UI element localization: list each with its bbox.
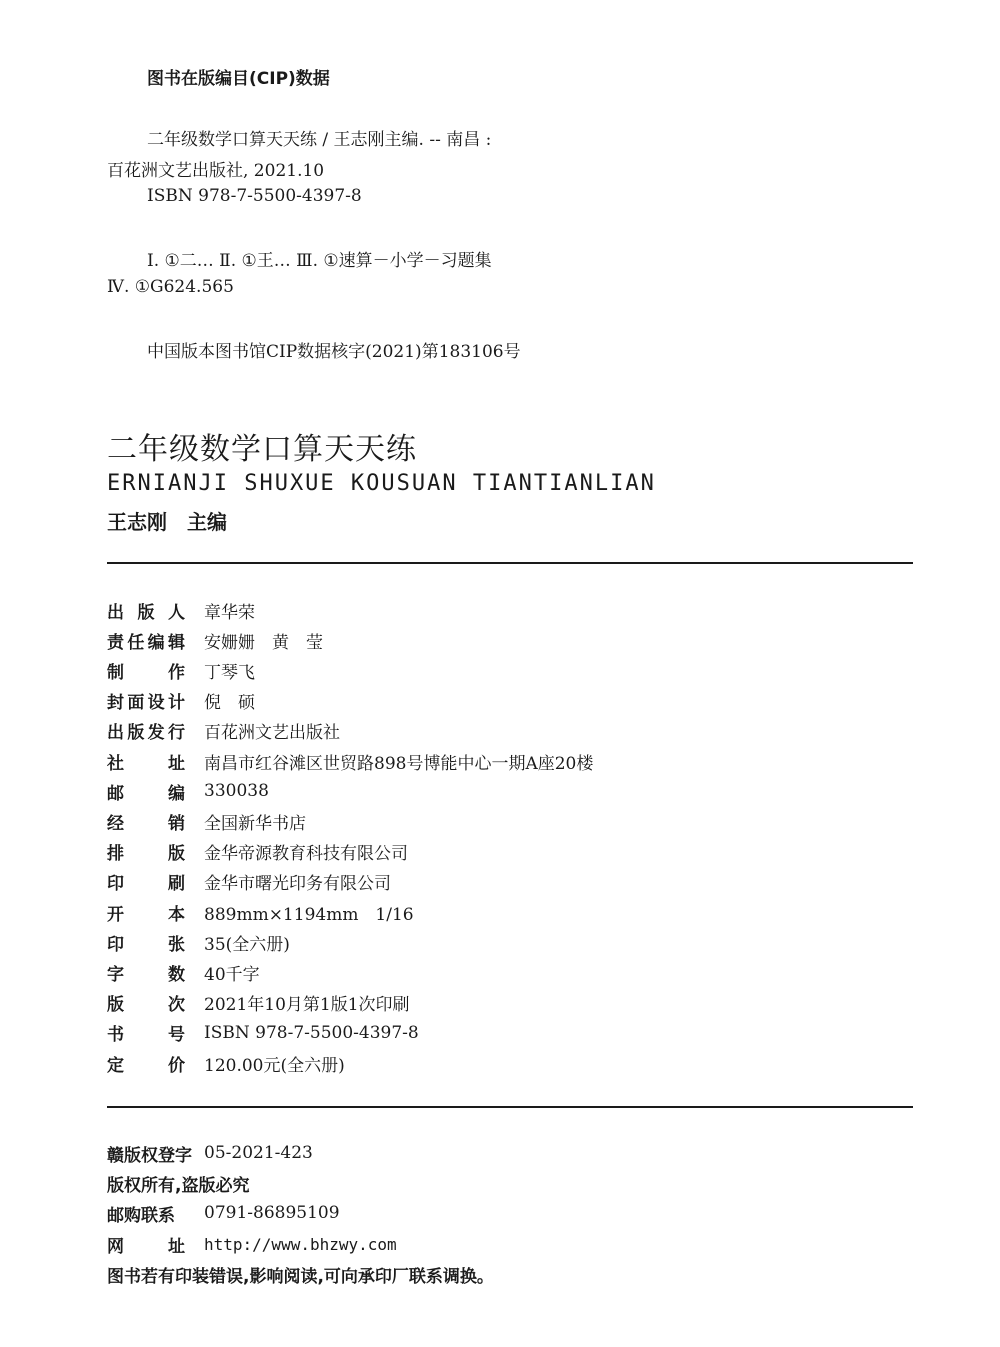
info-label: 封 面 设 计 bbox=[107, 693, 185, 714]
info-value: 金华市曙光印务有限公司 bbox=[204, 874, 391, 895]
info-row bbox=[107, 625, 323, 655]
info-label: 定 价 bbox=[107, 1055, 185, 1076]
info-row bbox=[107, 686, 255, 716]
info-row bbox=[107, 897, 414, 927]
copyright-registration-value: 05-2021-423 bbox=[204, 1143, 313, 1163]
info-row bbox=[107, 746, 594, 776]
info-label: 制 作 bbox=[107, 662, 185, 683]
cip-line-record-number: 中国版本图书馆CIP数据核字(2021)第183106号 bbox=[147, 342, 521, 362]
info-value: 金华帝源教育科技有限公司 bbox=[204, 844, 408, 865]
info-value: 全国新华书店 bbox=[204, 813, 306, 834]
info-label: 经 销 bbox=[107, 813, 185, 834]
info-label: 印 张 bbox=[107, 934, 185, 955]
book-title-chinese: 二年级数学口算天天练 bbox=[107, 432, 417, 467]
cip-line-title: 二年级数学口算天天练 / 王志刚主编. -- 南昌 : bbox=[147, 130, 492, 150]
info-value: 120.00元(全六册) bbox=[204, 1055, 345, 1076]
cip-line-class-code: Ⅳ. ①G624.565 bbox=[107, 277, 234, 297]
cip-line-publisher: 百花洲文艺出版社, 2021.10 bbox=[107, 161, 325, 181]
info-value: 丁琴飞 bbox=[204, 662, 255, 683]
info-label: 责 任 编 辑 bbox=[107, 632, 185, 653]
mail-order-label: 邮购联系 bbox=[107, 1205, 175, 1226]
print-error-notice: 图书若有印装错误,影响阅读,可向承印厂联系调换。 bbox=[107, 1266, 494, 1287]
mail-order-value: 0791-86895109 bbox=[204, 1203, 340, 1223]
info-value: 889mm×1194mm 1/16 bbox=[204, 904, 414, 925]
info-label: 开 本 bbox=[107, 904, 185, 925]
info-value: 百花洲文艺出版社 bbox=[204, 723, 340, 744]
rights-row bbox=[107, 1168, 249, 1198]
copyright-registration-label: 赣版权登字 bbox=[107, 1145, 192, 1166]
info-value: 330038 bbox=[204, 781, 269, 802]
cip-line-classification: Ⅰ. ①二… Ⅱ. ①王… Ⅲ. ①速算－小学－习题集 bbox=[147, 251, 492, 271]
website-row bbox=[107, 1229, 397, 1259]
info-row bbox=[107, 1048, 345, 1078]
info-label: 书 号 bbox=[107, 1025, 185, 1046]
mail-order-row bbox=[107, 1198, 340, 1228]
rights-statement: 版权所有,盗版必究 bbox=[107, 1175, 250, 1196]
cip-heading: 图书在版编目(CIP)数据 bbox=[147, 69, 330, 89]
info-row bbox=[107, 867, 391, 897]
info-value: 40千字 bbox=[204, 964, 260, 985]
website-link[interactable]: http://www.bhzwy.com bbox=[204, 1234, 397, 1254]
info-row bbox=[107, 655, 255, 685]
info-label: 出 版 人 bbox=[107, 602, 185, 623]
info-row bbox=[107, 1018, 419, 1048]
info-row bbox=[107, 837, 408, 867]
info-label: 排 版 bbox=[107, 844, 185, 865]
info-value: 2021年10月第1版1次印刷 bbox=[204, 995, 410, 1016]
info-row bbox=[107, 776, 269, 806]
info-label: 社 址 bbox=[107, 753, 185, 774]
info-row bbox=[107, 988, 410, 1018]
info-label: 印 刷 bbox=[107, 874, 185, 895]
info-value: 倪 硕 bbox=[204, 693, 255, 714]
info-value: 安姗姗 黄 莹 bbox=[204, 632, 323, 653]
info-row bbox=[107, 716, 340, 746]
info-label: 出 版 发 行 bbox=[107, 723, 185, 744]
info-value: 章华荣 bbox=[204, 602, 255, 623]
divider-top bbox=[107, 562, 913, 564]
book-title-pinyin: ERNIANJI SHUXUE KOUSUAN TIANTIANLIAN bbox=[107, 471, 656, 496]
website-label: 网 址 bbox=[107, 1236, 185, 1257]
notice-row bbox=[107, 1259, 494, 1289]
info-row bbox=[107, 957, 260, 987]
info-row bbox=[107, 806, 306, 836]
info-value: 35(全六册) bbox=[204, 934, 290, 955]
info-row bbox=[107, 927, 290, 957]
cip-line-isbn: ISBN 978-7-5500-4397-8 bbox=[147, 186, 362, 206]
divider-bottom bbox=[107, 1106, 913, 1108]
info-row bbox=[107, 595, 255, 625]
info-label: 邮 编 bbox=[107, 783, 185, 804]
info-value: 南昌市红谷滩区世贸路898号博能中心一期A座20楼 bbox=[204, 753, 594, 774]
info-value: ISBN 978-7-5500-4397-8 bbox=[204, 1022, 419, 1043]
info-label: 版 次 bbox=[107, 995, 185, 1016]
info-label: 字 数 bbox=[107, 964, 185, 985]
copyright-registration-row bbox=[107, 1138, 313, 1168]
book-editor: 王志刚 主编 bbox=[107, 510, 227, 534]
